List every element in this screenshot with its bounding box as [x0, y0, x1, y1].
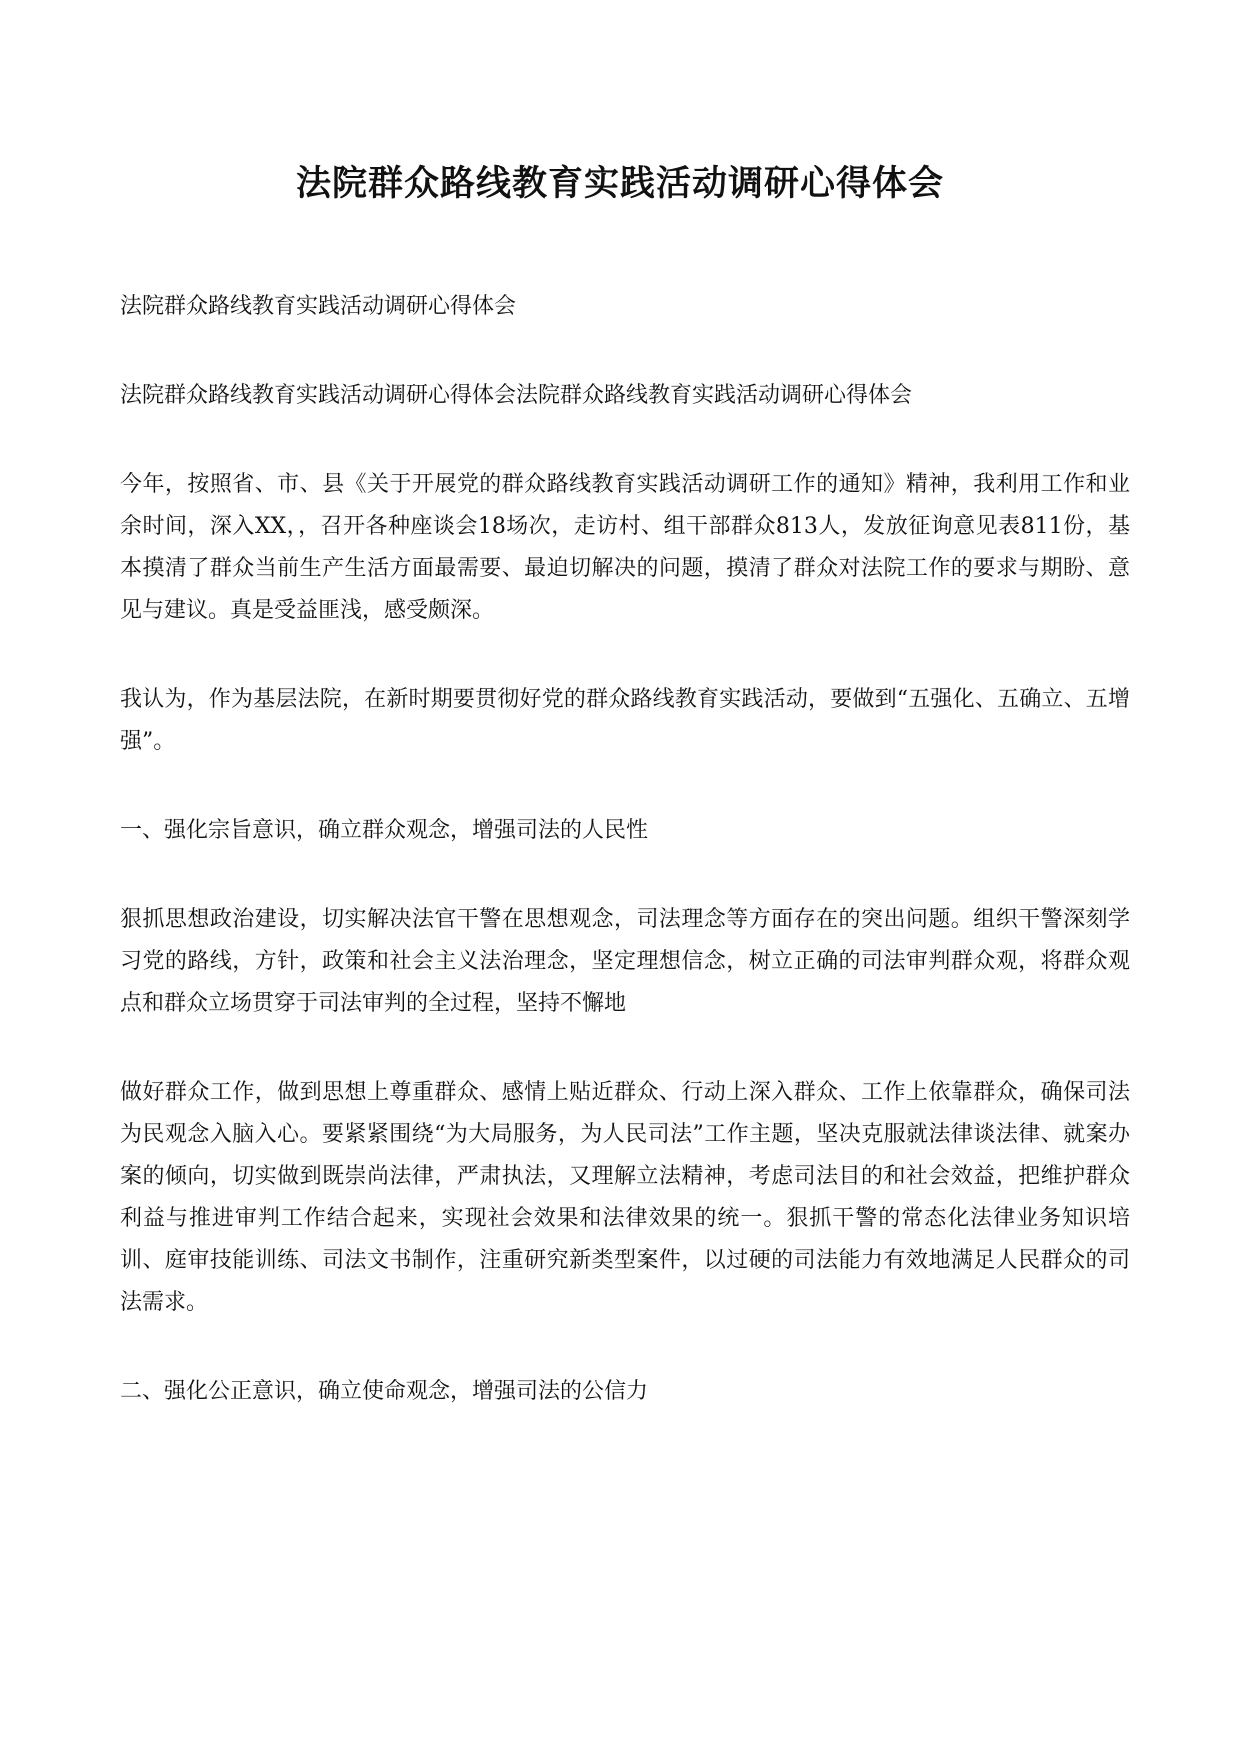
- document-body: [120, 286, 1130, 1460]
- document-title: 法院群众路线教育实践活动调研心得体会: [295, 163, 944, 204]
- body-paragraph: 做好群众工作，做到思想上尊重群众、感情上贴近群众、行动上深入群众、工作上依靠群众，确保司法为民观念入脑入心。要紧紧围绕“为大局服务，为人民司法”工作主题，坚决克服就法律谈法律、就案办案的倾向，切实做到既崇尚法律，严肃执法，又理解立法精神，考虑司法目的和社会效益，把维护群众利益与推进审判工作结合起来，实现社会效果和法律效果的统一。狠抓干警的常态化法律业务知识培训、庭审技能训练、司法文书制作，注重研究新类型案件，以过硬的司法能力有效地满足人民群众的司法需求。: [120, 1080, 1130, 1315]
- section-heading-1: 一、强化宗旨意识，确立群众观念，增强司法的人民性: [120, 818, 649, 843]
- intro-paragraph: 今年，按照省、市、县《关于开展党的群众路线教育实践活动调研工作的通知》精神，我利用工作和业余时间，深入XX，，召开各种座谈会18场次，走访村、组干部群众813人，发放征询意见表811份，基本摸清了群众当前生产生活方面最需要、最迫切解决的问题，摸清了群众对法院工作的要求与期盼、意见与建议。真是受益匪浅，感受颇深。: [120, 472, 1130, 623]
- repeated-title-paragraph: 法院群众路线教育实践活动调研心得体会法院群众路线教育实践活动调研心得体会: [120, 383, 913, 408]
- subtitle-paragraph: 法院群众路线教育实践活动调研心得体会: [120, 294, 517, 319]
- opinion-paragraph: 我认为，作为基层法院，在新时期要贯彻好党的群众路线教育实践活动，要做到“五强化、五确立、五增强”。: [120, 687, 1130, 754]
- section-heading-2: 二、强化公正意识，确立使命观念，增强司法的公信力: [120, 1379, 649, 1404]
- body-paragraph: 狠抓思想政治建设，切实解决法官干警在思想观念，司法理念等方面存在的突出问题。组织干警深刻学习党的路线，方针，政策和社会主义法治理念，坚定理想信念，树立正确的司法审判群众观，将群众观点和群众立场贯穿于司法审判的全过程，坚持不懈地: [120, 907, 1130, 1016]
